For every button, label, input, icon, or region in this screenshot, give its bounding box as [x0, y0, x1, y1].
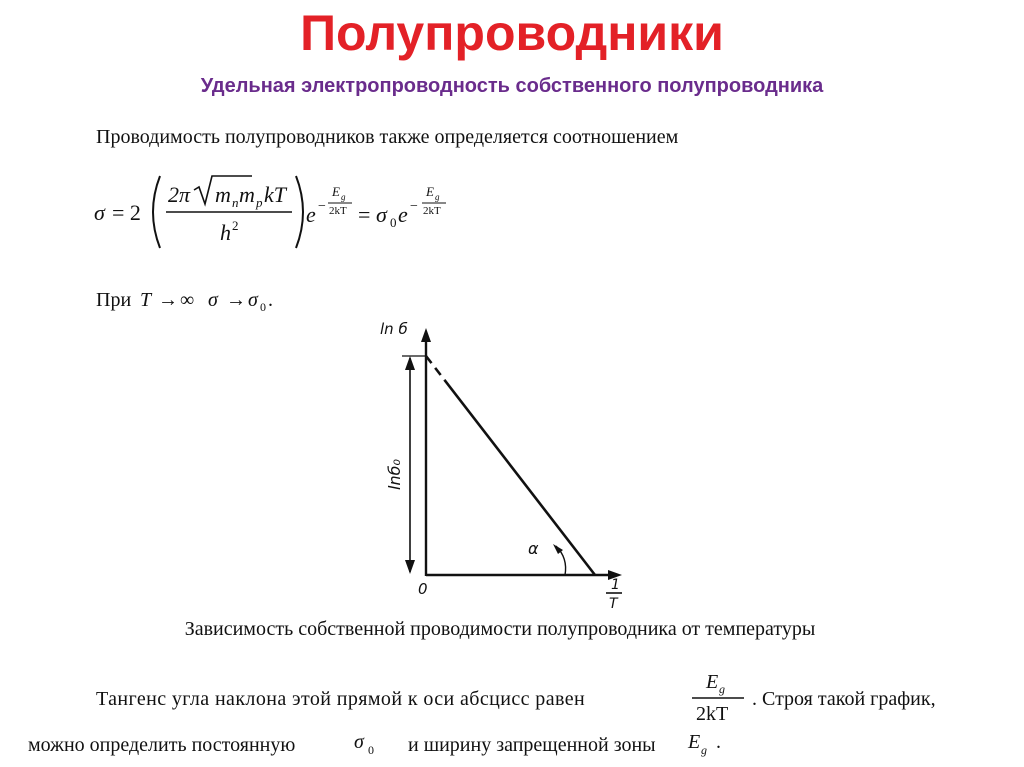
formula-equals-2: = 2	[112, 200, 141, 225]
dimension-arrow-top	[405, 356, 415, 370]
formula-kt: kT	[264, 182, 286, 207]
formula-h: h	[220, 220, 231, 245]
paragraph-part1: Тангенс угла наклона этой прямой к оси абсцисс равен	[96, 688, 586, 710]
formula-sigma: σ	[94, 200, 105, 225]
limit-arrow2: →	[226, 289, 246, 311]
paragraph-part4: и ширину запрещенной зоны	[408, 734, 656, 756]
frac-num: E	[706, 671, 719, 693]
formula-h-sup: 2	[232, 218, 239, 233]
y-axis-arrow	[421, 328, 431, 342]
formula-two-pi: 2π	[168, 182, 191, 207]
limit-period: .	[268, 289, 273, 311]
limit-arrow1: →	[158, 289, 178, 311]
sigma0-symbol	[350, 728, 406, 764]
slope-fraction	[688, 666, 754, 730]
slide-subtitle: Удельная электропроводность собственного полупроводника	[200, 75, 824, 97]
limit-inf: ∞	[180, 289, 195, 311]
limit-pri: При	[96, 289, 132, 311]
formula-minus: −	[318, 199, 326, 214]
conductivity-formula	[94, 170, 464, 254]
limit-sigma0: σ	[248, 289, 258, 311]
chart-caption: Зависимость собственной проводимости полупроводника от температуры	[184, 618, 816, 640]
left-paren	[153, 176, 160, 248]
formula-minus2: −	[410, 199, 418, 214]
para-sigma: σ	[354, 731, 364, 753]
paragraph-part3: можно определить постоянную	[28, 734, 296, 756]
extrapolated-dashed-line	[426, 356, 445, 380]
paragraph-row-1	[96, 666, 976, 730]
para-eg: E	[688, 731, 701, 753]
formula-sigma0: σ	[376, 202, 387, 227]
para-eg-sub: g	[701, 743, 707, 757]
formula-2kt2: 2kT	[423, 205, 441, 217]
intercept-label: lnб₀	[385, 459, 404, 490]
formula-sigma0-sub: 0	[390, 215, 397, 230]
series-layer	[426, 356, 595, 575]
x-label-den: T	[609, 596, 618, 612]
formula-eg2-sub: g	[435, 192, 440, 202]
formula-equals: =	[358, 202, 371, 227]
paragraph-part2: . Строя такой график,	[752, 688, 936, 710]
formula-mn: m	[215, 182, 231, 207]
limit-sigma: σ	[208, 289, 218, 311]
para-period: .	[716, 731, 721, 753]
origin-label: 0	[418, 580, 428, 598]
ln-sigma-vs-inverse-t-chart	[360, 314, 660, 614]
formula-2kt: 2kT	[329, 205, 347, 217]
formula-mp: m	[239, 182, 255, 207]
formula-e: e	[306, 202, 316, 227]
limit-sub0: 0	[260, 300, 266, 314]
eg-symbol	[684, 728, 754, 764]
slide-title: Полупроводники	[300, 5, 724, 61]
formula-mp-sub: p	[256, 195, 263, 210]
limit-statement	[96, 284, 336, 320]
formula-eg-sub: g	[341, 192, 346, 202]
ln-sigma-line	[445, 380, 595, 575]
para-sigma-sub: 0	[368, 743, 374, 757]
limit-T: T	[140, 289, 152, 311]
intro-text: Проводимость полупроводников также определяется соотношением	[96, 126, 679, 148]
frac-den: 2kT	[696, 703, 729, 725]
dimension-arrow-bottom	[405, 560, 415, 574]
y-axis-label: ln б	[380, 320, 408, 338]
formula-eg: E	[332, 184, 340, 199]
right-paren	[296, 176, 303, 248]
formula-eg2: E	[426, 184, 434, 199]
frac-num-sub: g	[719, 682, 725, 696]
formula-e2: e	[398, 202, 408, 227]
x-label-num: 1	[611, 577, 620, 593]
formula-mn-sub: n	[232, 195, 239, 210]
paragraph-row-2	[28, 728, 788, 764]
angle-label: α	[528, 539, 539, 558]
